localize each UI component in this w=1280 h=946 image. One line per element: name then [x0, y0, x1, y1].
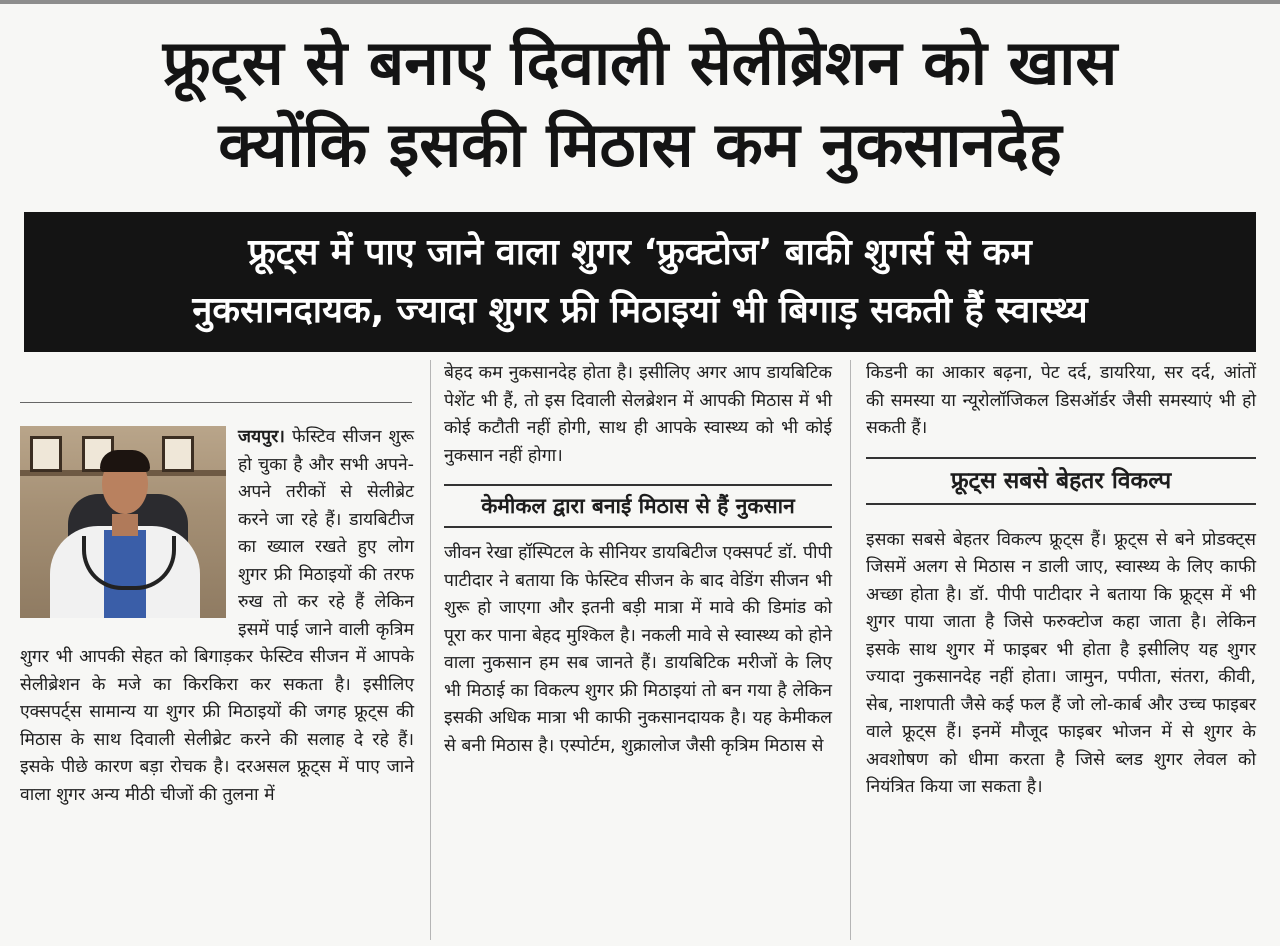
article-column-1	[20, 424, 414, 809]
top-rule	[0, 0, 1280, 4]
column-divider-2	[850, 360, 851, 940]
subhead-line-1: फ्रूट्स में पाए जाने वाला शुगर ‘फ्रुक्टोज’ बाकी शुगर्स से कम	[248, 232, 1032, 273]
subhead-band	[24, 212, 1256, 352]
article-column-2	[444, 360, 832, 760]
subheading-chemical-sweetness: केमीकल द्वारा बनाई मिठास से हैं नुकसान	[444, 484, 832, 528]
subhead-line-2: नुकसानदायक, ज्यादा शुगर फ्री मिठाइयां भी बिगाड़ सकती हैं स्वास्थ्य	[192, 290, 1088, 331]
column-1-top-rule	[20, 402, 412, 403]
headline-line-1: फ्रूट्स से बनाए दिवाली सेलीब्रेशन को खास	[162, 26, 1118, 99]
doctor-photo	[20, 426, 226, 618]
column-3-paragraph-2: इसका सबसे बेहतर विकल्प फ्रूट्स हैं। फ्रूट्स से बने प्रोडक्ट्स जिसमें अलग से मिठास न डाली जाए, स्वास्थ्य के लिए काफी अच्छा होता है। डॉ. पीपी पाटीदार ने बताया कि फ्रूट्स में भी शुगर पाया जाता है जिसे फरुक्टोज कहा जाता है। लेकिन इसके साथ शुगर में फाइबर भी होता है इसीलिए यह शुगर ज्यादा नुकसानदेह नहीं होता। जामुन, पपीता, संतरा, कीवी, सेब, नाशपाती जैसे कई फल हैं जो लो-कार्ब और उच्च फाइबर वाले फ्रूट्स हैं। इनमें मौजूद फाइबर भोजन में से शुगर के अवशोषण को धीमा करता है जिसे ब्लड शुगर लेवल को नियंत्रित किया जा सकता है।	[866, 529, 1256, 797]
column-divider-1	[430, 360, 431, 940]
dateline: जयपुर।	[238, 427, 285, 447]
subheading-fruits-best-option: फ्रूट्स सबसे बेहतर विकल्प	[866, 457, 1256, 505]
column-3-paragraph-1: किडनी का आकार बढ़ना, पेट दर्द, डायरिया, सर दर्द, आंतों की समस्या या न्यूरोलॉजिकल डिसऑर्डर जैसी समस्याएं भी हो सकती हैं।	[866, 363, 1256, 438]
column-2-paragraph-1: बेहद कम नुकसानदेह होता है। इसीलिए अगर आप डायबिटिक पेशेंट भी हैं, तो इस दिवाली सेलब्रेशन में आपकी मिठास में भी कोई कटौती नहीं होगी, साथ ही आपके स्वास्थ्य को भी कोई नुकसान नहीं होगा।	[444, 363, 832, 466]
article-column-3	[866, 360, 1256, 802]
headline-line-2: क्योंकि इसकी मिठास कम नुकसानदेह	[218, 108, 1062, 181]
column-2-paragraph-2: जीवन रेखा हॉस्पिटल के सीनियर डायबिटीज एक्सपर्ट डॉ. पीपी पाटीदार ने बताया कि फेस्टिव सीजन के बाद वेडिंग सीजन भी शुरू हो जाएगा और इतनी बड़ी मात्रा में मावे की डिमांड को पूरा कर पाना बेहद मुश्किल है। नकली मावे से स्वास्थ्य को होने वाला नुकसान हम सब जानते हैं। डायबिटिक मरीजों के लिए भी मिठाई का विकल्प शुगर फ्री मिठाइयां तो बन गया है लेकिन इसकी अधिक मात्रा भी काफी नुकसानदायक है। यह केमीकल से बनी मिठास है। एस्पोर्टम, शुक्रालोज जैसी कृत्रिम मिठास से	[444, 543, 832, 756]
intro-text: फेस्टिव सीजन शुरू हो चुका है और सभी अपने-अपने तरीकों से सेलीब्रेट करने जा रहे हैं। डायबिटीज का ख्याल रखते हुए लोग शुगर फ्री मिठाइयों की तरफ रुख तो कर रहे हैं लेकिन इसमें पाई जाने वाली कृत्रिम शुगर भी आपकी सेहत को बिगाड़कर फेस्टिव सीजन में आपके सेलीब्रेशन के मजे का किरकिरा कर सकता है। इसीलिए एक्सपर्ट्स सामान्य या शुगर फ्री मिठाइयों की जगह फ्रूट्स की मिठास के साथ दिवाली सेलीब्रेट करने की सलाह दे रहे हैं। इसके पीछे कारण बड़ा रोचक है। दरअसल फ्रूट्स में पाए जाने वाला शुगर अन्य मीठी चीजों की तुलना में	[20, 427, 414, 805]
headline	[0, 22, 1280, 186]
